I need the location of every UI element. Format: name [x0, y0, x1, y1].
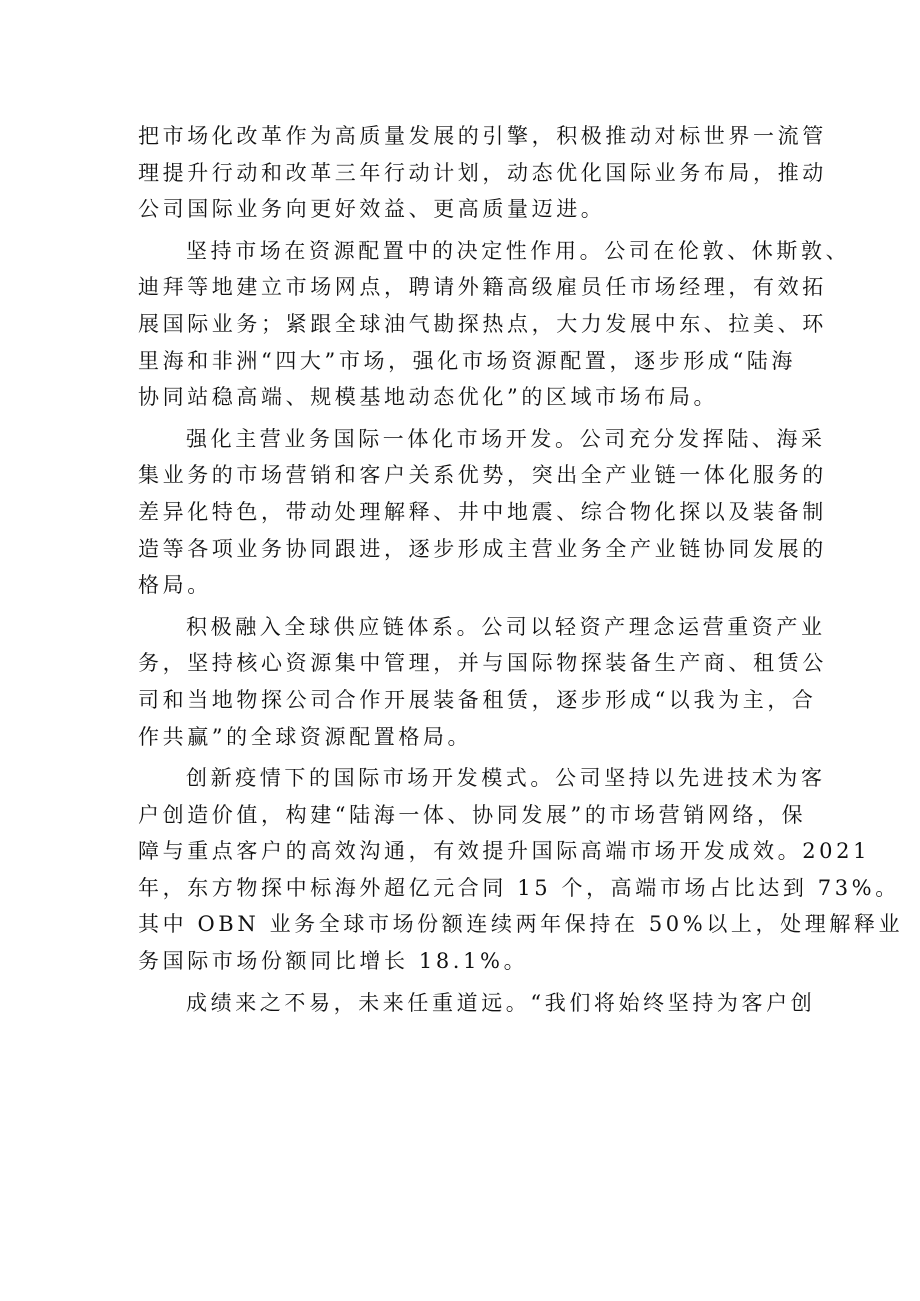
- text-line: 理提升行动和改革三年行动计划，动态优化国际业务布局，推动: [138, 160, 827, 185]
- text-line: 坚持市场在资源配置中的决定性作用。公司在伦敦、休斯敦、: [186, 238, 851, 263]
- paragraph: [138, 118, 827, 228]
- text-line: 作共赢”的全球资源配置格局。: [138, 724, 473, 749]
- paragraph: [138, 233, 851, 416]
- text-line: 公司国际业务向更好效益、更高质量迈进。: [138, 197, 606, 222]
- text-line: 把市场化改革作为高质量发展的引擎，积极推动对标世界一流管: [138, 124, 827, 148]
- text-line: 造等各项业务协同跟进，逐步形成主营业务全产业链协同发展的: [138, 536, 827, 561]
- paragraph: [138, 609, 827, 755]
- text-line: 年，东方物探中标海外超亿元合同 15 个，高端市场占比达到 73%。: [138, 875, 900, 900]
- text-line: 集业务的市场营销和客户关系优势，突出全产业链一体化服务的: [138, 463, 827, 488]
- text-line: 创新疫情下的国际市场开发模式。公司坚持以先进技术为客: [186, 766, 826, 791]
- text-line: 司和当地物探公司合作开展装备租赁，逐步形成“以我为主，合: [138, 687, 817, 712]
- text-line: 里海和非洲“四大”市场，强化市场资源配置，逐步形成“陆海: [138, 348, 797, 373]
- document-body: [138, 118, 904, 1021]
- text-line: 差异化特色，带动处理解释、井中地震、综合物化探以及装备制: [138, 499, 827, 524]
- paragraph: [138, 985, 816, 1022]
- paragraph: [138, 760, 904, 980]
- text-line: 障与重点客户的高效沟通，有效提升国际高端市场开发成效。2021: [138, 839, 871, 864]
- text-line: 务，坚持核心资源集中管理，并与国际物探装备生产商、租赁公: [138, 651, 827, 676]
- text-line: 成绩来之不易，未来任重道远。“我们将始终坚持为客户创: [186, 990, 816, 1015]
- text-line: 务国际市场份额同比增长 18.1%。: [138, 949, 529, 974]
- text-line: 强化主营业务国际一体化市场开发。公司充分发挥陆、海采: [186, 426, 826, 451]
- text-line: 迪拜等地建立市场网点，聘请外籍高级雇员任市场经理，有效拓: [138, 275, 827, 300]
- text-line: 积极融入全球供应链体系。公司以轻资产理念运营重资产业: [186, 614, 826, 639]
- text-line: 格局。: [138, 573, 212, 598]
- text-line: 其中 OBN 业务全球市场份额连续两年保持在 50%以上，处理解释业: [138, 912, 904, 937]
- text-line: 协同站稳高端、规模基地动态优化”的区域市场布局。: [138, 385, 719, 410]
- text-line: 户创造价值，构建“陆海一体、协同发展”的市场营销网络，保: [138, 802, 807, 827]
- paragraph: [138, 421, 827, 604]
- text-line: 展国际业务；紧跟全球油气勘探热点，大力发展中东、拉美、环: [138, 311, 827, 336]
